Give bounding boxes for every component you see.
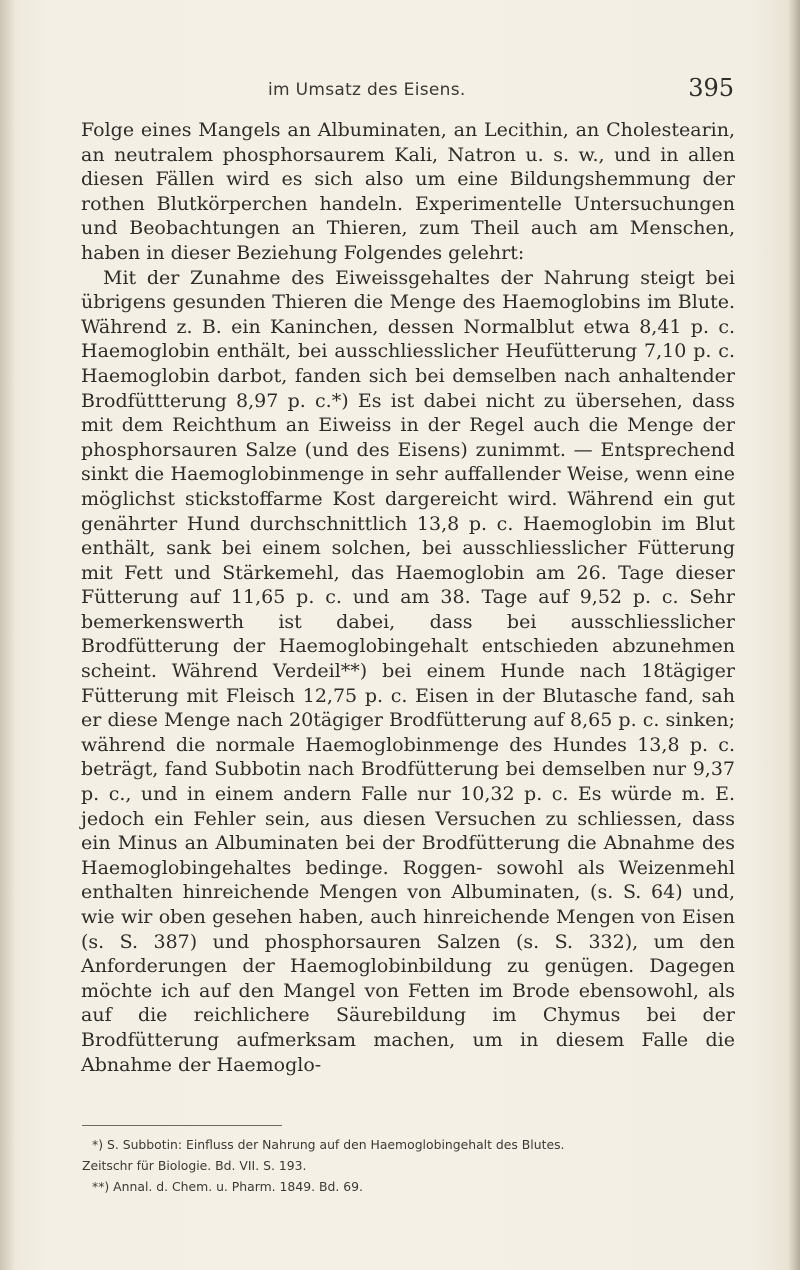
paragraph-2: Mit der Zunahme des Eiweissgehaltes der Nahrung steigt bei übrigens gesunden Thieren die Menge des Haemoglobins im Blute. Während z. B. ein Kaninchen, dessen Normalblut etwa 8,41 p. c. Haemoglobin enthält, bei ausschliesslicher Heufütterung 7,10 p. c. Haemoglobin darbot, fanden sich bei demselben nach anhaltender Brodfüttterung 8,97 p. c.*) Es ist dabei nicht zu übersehen, dass mit dem Reichthum an Eiweiss in der Regel auch die Menge der phosphorsauren Salze (und des Eisens) zunimmt. — Entsprechend sinkt die Haemoglobinmenge in sehr auffallender Weise, wenn eine möglichst stickstoffarme Kost dargereicht wird. Während ein gut genährter Hund durchschnittlich 13,8 p. c. Haemoglobin im Blut enthält, sank bei einem solchen, bei ausschliesslicher Fütterung mit Fett und Stärkemehl, das Haemoglobin am 26. Tage dieser Fütterung auf 11,65 p. c. und am 38. Tage auf 9,52 p. c. Sehr bemerkenswerth ist dabei, dass bei ausschliesslicher Brodfütterung der Haemoglobingehalt entschieden abzunehmen scheint. Während Verdeil**) bei einem Hunde nach 18tägiger Fütterung mit Fleisch 12,75 p. c. Eisen in der Blutasche fand, sah er diese Menge nach 20tägiger Brodfütterung auf 8,65 p. c. sinken; während die normale Haemoglobinmenge des Hundes 13,8 p. c. beträgt, fand Subbotin nach Brodfütterung bei demselben nur 9,37 p. c., und in einem andern Falle nur 10,32 p. c. Es würde m. E. jedoch ein Fehler sein, aus diesen Versuchen zu schliessen, dass ein Minus an Albuminaten bei der Brodfütterung die Abnahme des Haemoglobingehaltes bedinge. Roggen- sowohl als Weizenmehl enthalten hinreichende Mengen von Albuminaten, (s. S. 64) und, wie wir oben gesehen haben, auch hinreichende Mengen von Eisen (s. S. 387) und phosphorsauren Salzen (s. S. 332), um den Anforderungen der Haemoglobinbildung zu genügen. Dagegen möchte ich auf den Mangel von Fetten im Brode ebensowohl, als auf die reichlichere Säurebildung im Chymus bei der Brodfütterung aufmerksam machen, um in diesem Falle die Abnahme der Haemoglo- (81, 266, 735, 1076)
page-gutter-shadow (0, 0, 16, 1270)
paragraph-1: Folge eines Mangels an Albuminaten, an Lecithin, an Cholestearin, an neutralem phosphorsaurem Kali, Natron u. s. w., und in allen diesen Fällen wird es sich also um eine Bildungshemmung der rothen Blutkörperchen handeln. Experimentelle Untersuchungen und Beobachtungen an Thieren, zum Theil auch am Menschen, haben in dieser Beziehung Folgendes gelehrt: (81, 119, 735, 264)
footnote-1-continuation: Zeitschr für Biologie. Bd. VII. S. 193. (82, 1158, 307, 1173)
body-text (81, 118, 735, 1077)
footnotes (82, 1134, 734, 1197)
running-head (268, 74, 734, 110)
running-title: im Umsatz des Eisens. (268, 80, 466, 100)
page-number: 395 (688, 74, 734, 102)
page-edge-shadow (788, 0, 800, 1270)
footnote-divider (82, 1125, 282, 1126)
footnote-1: *) S. Subbotin: Einfluss der Nahrung auf den Haemoglobingehalt des Blutes. (92, 1137, 565, 1152)
footnote-2: **) Annal. d. Chem. u. Pharm. 1849. Bd. 69. (92, 1179, 363, 1194)
